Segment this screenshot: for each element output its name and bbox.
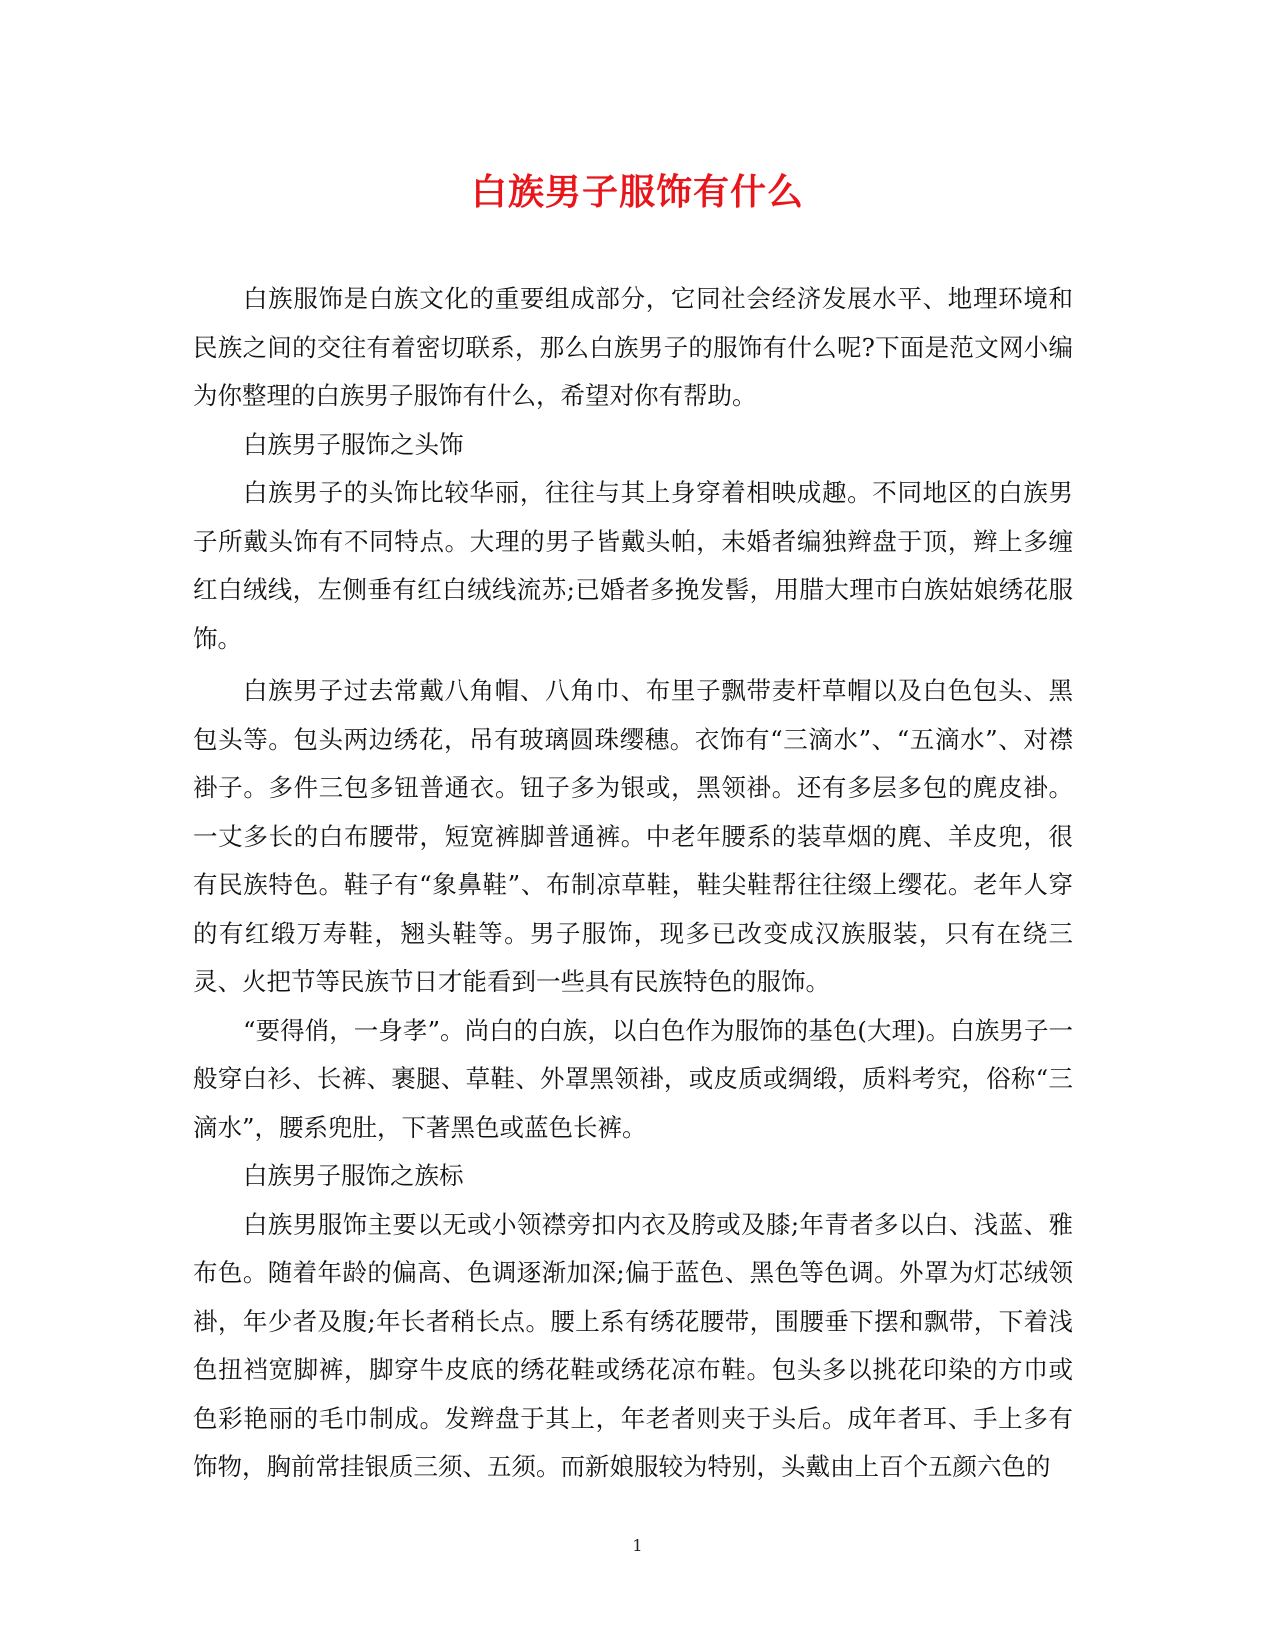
white-color-paragraph: “要得俏，一身孝”。尚白的白族，以白色作为服饰的基色(大理)。白族男子一般穿白衫、长裤、裹腿、草鞋、外罩黑领褂，或皮质或绸缎，质料考究，俗称“三滴水”，腰系兜肚，下著黑色或蓝色长裤。 [193,1015,1073,1142]
section-heading-ethnic-mark: 白族男子服饰之族标 [243,1161,464,1190]
headwear-paragraph: 白族男子的头饰比较华丽，往往与其上身穿着相映成趣。不同地区的白族男子所戴头饰有不同特点。大理的男子皆戴头帕，未婚者编独辫盘于顶，辫上多缠红白绒线，左侧垂有红白绒线流苏;已婚者多挽发髻，用腊大理市白族姑娘绣花服饰。 [193,478,1073,653]
clothing-paragraph: 白族男子过去常戴八角帽、八角巾、布里子飘带麦杆草帽以及白色包头、黑包头等。包头两边绣花，吊有玻璃圆珠缨穗。衣饰有“三滴水”、“五滴水”、对襟褂子。多件三包多钮普通衣。钮子多为银或，黑领褂。还有多层多包的麂皮褂。一丈多长的白布腰带，短宽裤脚普通裤。中老年腰系的装草烟的麂、羊皮兜，很有民族特色。鞋子有“象鼻鞋”、布制凉草鞋，鞋尖鞋帮往往缀上缨花。老年人穿的有红缎万寿鞋，翘头鞋等。男子服饰，现多已改变成汉族服装，只有在绕三灵、火把节等民族节日才能看到一些具有民族特色的服饰。 [193,676,1073,996]
intro-paragraph: 白族服饰是白族文化的重要组成部分，它同社会经济发展水平、地理环境和民族之间的交往有着密切联系，那么白族男子的服饰有什么呢?下面是范文网小编为你整理的白族男子服饰有什么，希望对你有帮助。 [193,284,1073,410]
document-body [193,275,1073,1492]
page-number: 1 [632,1536,643,1555]
document-title: 白族男子服饰有什么 [470,171,804,213]
ethnic-mark-paragraph: 白族男服饰主要以无或小领襟旁扣内衣及胯或及膝;年青者多以白、浅蓝、雅布色。随着年龄的偏高、色调逐渐加深;偏于蓝色、黑色等色调。外罩为灯芯绒领褂，年少者及腹;年长者稍长点。腰上系有绣花腰带，围腰垂下摆和飘带，下着浅色扭裆宽脚裤，脚穿牛皮底的绣花鞋或绣花凉布鞋。包头多以挑花印染的方巾或色彩艳丽的毛巾制成。发辫盘于其上，年老者则夹于头后。成年者耳、手上多有饰物，胸前常挂银质三须、五须。而新娘服较为特别，头戴由上百个五颜六色的 [193,1209,1073,1481]
section-heading-headwear: 白族男子服饰之头饰 [243,429,464,459]
